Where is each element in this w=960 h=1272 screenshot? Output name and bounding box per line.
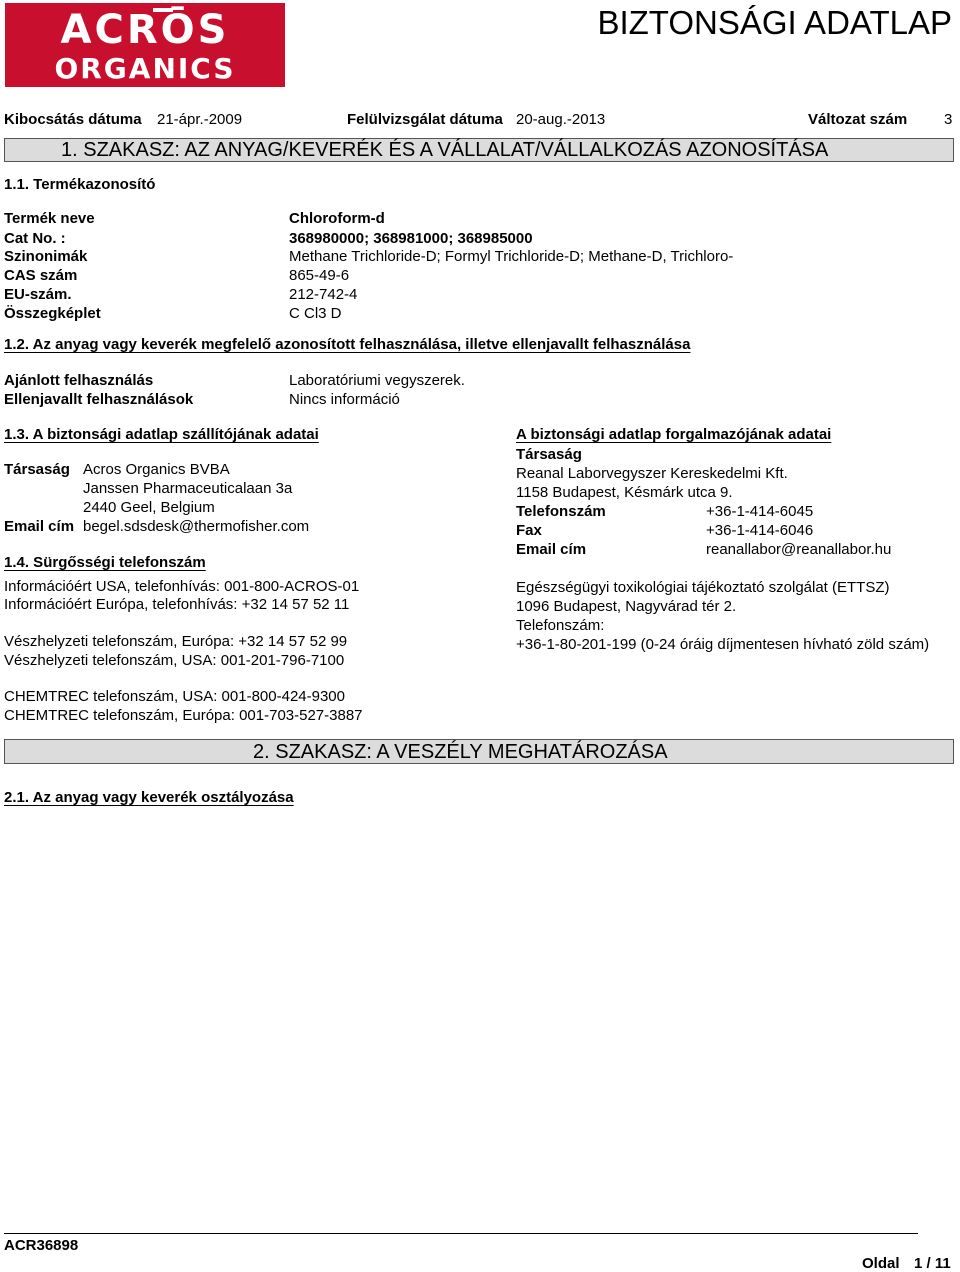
- distributor-heading: A biztonsági adatlap forgalmazójának adatai: [516, 426, 832, 443]
- ettsz-line: +36-1-80-201-199 (0-24 óráig díjmentesen hívható zöld szám): [516, 636, 930, 653]
- section-1-title: 1. SZAKASZ: AZ ANYAG/KEVERÉK ÉS A VÁLLALAT/VÁLLALKOZÁS AZONOSÍTÁSA: [61, 139, 829, 161]
- page-number: 1 / 11: [914, 1255, 951, 1272]
- revision-date-label: Felülvizsgálat dátuma: [347, 111, 503, 128]
- distributor-company-label: Társaság: [516, 446, 582, 463]
- version-value: 3: [944, 111, 953, 128]
- synonyms-value: Methane Trichloride-D; Formyl Trichloride-D; Methane-D, Trichloro-: [289, 248, 734, 265]
- cat-no-label: Cat No. :: [4, 230, 66, 247]
- issue-date-label: Kibocsátás dátuma: [4, 111, 142, 128]
- distributor-line: 1158 Budapest, Késmárk utca 9.: [516, 484, 733, 501]
- ettsz-line: 1096 Budapest, Nagyvárad tér 2.: [516, 598, 737, 615]
- version-label: Változat szám: [808, 111, 908, 128]
- cas-label: CAS szám: [4, 267, 78, 284]
- formula-value: C Cl3 D: [289, 305, 342, 322]
- section-2-banner: [4, 739, 954, 764]
- section-1-banner: [4, 138, 954, 162]
- section-1-3-heading: 1.3. A biztonsági adatlap szállítójának adatai: [4, 426, 319, 443]
- supplier-email-label: Email cím: [4, 518, 75, 535]
- emergency-line: Információért USA, telefonhívás: 001-800-ACROS-01: [4, 578, 360, 595]
- section-1-2-heading: 1.2. Az anyag vagy keverék megfelelő azonosított felhasználása, illetve ellenjavallt felhasználása: [4, 336, 691, 353]
- supplier-line: 2440 Geel, Belgium: [83, 499, 215, 516]
- issue-date: 21-ápr.-2009: [157, 111, 243, 128]
- acros-organics-logo: [5, 3, 285, 87]
- ettsz-line: Telefonszám:: [516, 617, 605, 634]
- distributor-fax-label: Fax: [516, 522, 542, 539]
- emergency-line: Információért Európa, telefonhívás: +32 14 57 52 11: [4, 596, 350, 613]
- recommended-use-label: Ajánlott felhasználás: [4, 372, 154, 389]
- supplier-email[interactable]: begel.sdsdesk@thermofisher.com: [83, 518, 310, 535]
- cas-value: 865-49-6: [289, 267, 350, 284]
- formula-label: Összegképlet: [4, 305, 101, 322]
- section-2-title: 2. SZAKASZ: A VESZÉLY MEGHATÁROZÁSA: [253, 741, 668, 763]
- distributor-line: Reanal Laborvegyszer Kereskedelmi Kft.: [516, 465, 788, 482]
- page-label: Oldal: [862, 1255, 900, 1272]
- emergency-line: CHEMTREC telefonszám, Európa: 001-703-527-3887: [4, 707, 363, 724]
- product-name-label: Termék neve: [4, 210, 95, 227]
- eu-number-value: 212-742-4: [289, 286, 358, 303]
- emergency-line: Vészhelyzeti telefonszám, USA: 001-201-796-7100: [4, 652, 345, 669]
- distributor-fax: +36-1-414-6046: [706, 522, 814, 539]
- recommended-use-value: Laboratóriumi vegyszerek.: [289, 372, 465, 389]
- distributor-email[interactable]: reanallabor@reanallabor.hu: [706, 541, 892, 558]
- section-1-4-heading: 1.4. Sürgősségi telefonszám: [4, 554, 206, 571]
- supplier-line: Janssen Pharmaceuticalaan 3a: [83, 480, 293, 497]
- revision-date: 20-aug.-2013: [516, 111, 606, 128]
- emergency-line: Vészhelyzeti telefonszám, Európa: +32 14 57 52 99: [4, 633, 348, 650]
- ettsz-line: Egészségügyi toxikológiai tájékoztató szolgálat (ETTSZ): [516, 579, 890, 596]
- distributor-email-label: Email cím: [516, 541, 587, 558]
- document-title: BIZTONSÁGI ADATLAP: [597, 4, 952, 41]
- logo-bottom-text: ORGANICS: [54, 52, 236, 85]
- section-1-1-heading: 1.1. Termékazonosító: [4, 176, 156, 193]
- product-name-value: Chloroform-d: [289, 210, 385, 227]
- section-2-1-heading: 2.1. Az anyag vagy keverék osztályozása: [4, 789, 294, 806]
- distributor-phone: +36-1-414-6045: [706, 503, 814, 520]
- supplier-line: Acros Organics BVBA: [83, 461, 230, 478]
- supplier-company-label: Társaság: [4, 461, 70, 478]
- emergency-line: CHEMTREC telefonszám, USA: 001-800-424-9300: [4, 688, 345, 705]
- footer-rule: [4, 1233, 918, 1234]
- restricted-use-value: Nincs információ: [289, 391, 400, 408]
- logo-top-text: ACRŌS: [60, 7, 230, 53]
- cat-no-value: 368980000; 368981000; 368985000: [289, 230, 533, 247]
- document-code: ACR36898: [4, 1237, 79, 1254]
- eu-number-label: EU-szám.: [4, 286, 72, 303]
- distributor-phone-label: Telefonszám: [516, 503, 606, 520]
- restricted-use-label: Ellenjavallt felhasználások: [4, 391, 194, 408]
- synonyms-label: Szinonimák: [4, 248, 88, 265]
